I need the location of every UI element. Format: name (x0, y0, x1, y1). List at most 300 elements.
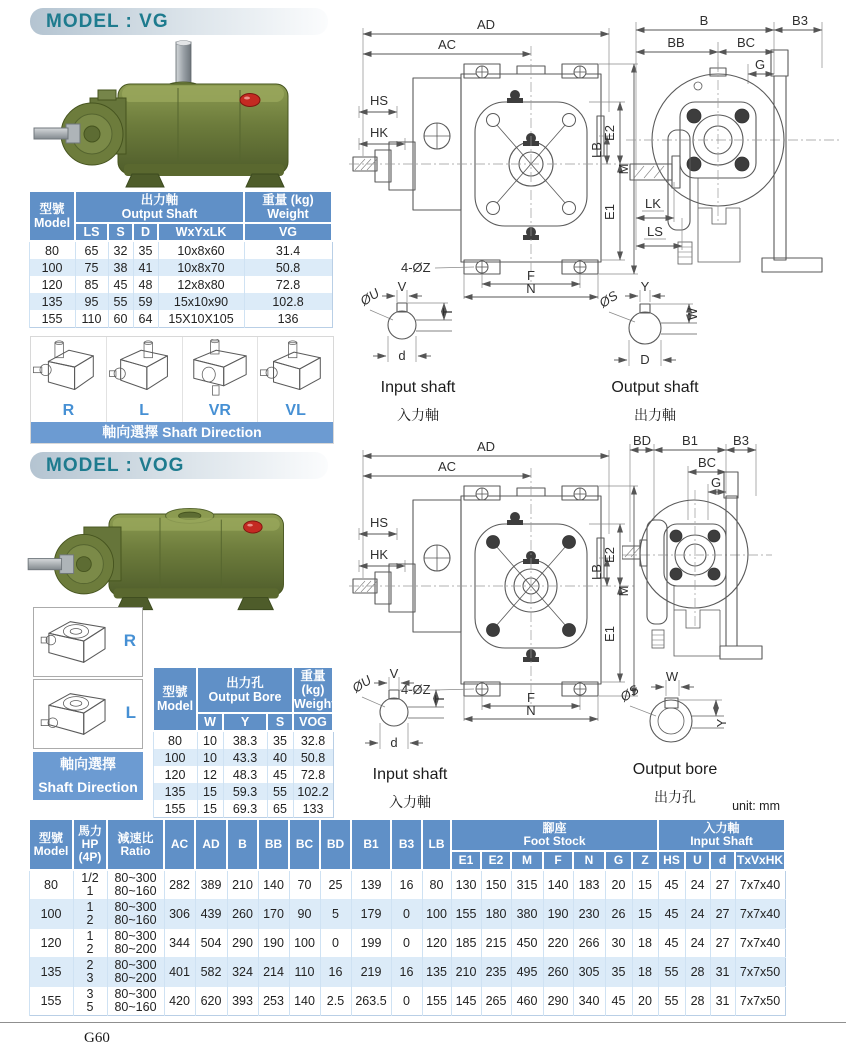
table-row (29, 293, 332, 310)
vog-title: MODEL : VOG (46, 455, 185, 476)
dim-label-hs: HS (369, 93, 389, 108)
vog-input-shaft-drawing (340, 665, 480, 761)
cell: 26 (605, 900, 632, 929)
cell: 7x7x40 (735, 870, 785, 900)
vg-title: MODEL : VG (46, 11, 169, 32)
cell: 155 (153, 800, 197, 818)
col-wyl: WxYxLK (158, 223, 244, 241)
dim-label-4z: 4-ØZ (401, 260, 431, 275)
table-row (153, 766, 333, 783)
dimension-table (28, 818, 786, 1016)
cell: 55 (658, 987, 685, 1016)
vg-spec-header-2 (29, 223, 332, 241)
cell: 110 (75, 310, 108, 328)
dim-label-b1: B1 (682, 433, 698, 448)
cell: 2.5 (320, 987, 351, 1016)
vog-direction-box-r (33, 607, 143, 677)
unit-note: unit: mm (732, 799, 780, 813)
dim-label-ds: ØS (596, 287, 621, 311)
direction-drawings (31, 337, 333, 402)
direction-cell-vr (183, 337, 259, 402)
cell: 7x7x50 (735, 958, 785, 987)
cell: 18 (632, 929, 658, 958)
dim-label-du: ØU (349, 672, 374, 696)
col-w: W (197, 713, 223, 731)
cell: 179 (351, 900, 391, 929)
col-b: B (227, 819, 258, 870)
cell: 31 (710, 987, 735, 1016)
cell: 80 (29, 241, 75, 259)
cell: 85 (75, 276, 108, 293)
dim-label-b3: B3 (792, 13, 808, 28)
input-shaft-header: 入力軸 Input Shaft (658, 819, 785, 851)
table-row (153, 800, 333, 818)
cell: 35 (605, 958, 632, 987)
direction-label-r: R (31, 402, 107, 422)
col-bd: BD (320, 819, 351, 870)
weight-header: 重量 (kg) Weight (244, 191, 332, 223)
direction-cell-l (107, 337, 183, 402)
cell: 139 (351, 870, 391, 900)
dim-label-v: V (389, 666, 399, 681)
vog-spec-header-1 (153, 667, 333, 713)
direction-drawing-vl (259, 339, 332, 397)
cell: 215 (481, 929, 511, 958)
cell: 55 (108, 293, 133, 310)
vog-direction-bar-en: Shaft Direction (38, 779, 138, 795)
cell: 60 (108, 310, 133, 328)
model-header: 型號 Model (29, 191, 75, 241)
cell: 10 (197, 731, 223, 749)
cell: 55 (267, 783, 293, 800)
cell: 15x10x90 (158, 293, 244, 310)
table-row (153, 783, 333, 800)
cell: 35 (133, 241, 158, 259)
direction-drawing-l (108, 339, 181, 397)
cell: 50.8 (244, 259, 332, 276)
cell: 1 2 (73, 900, 107, 929)
output-shaft-caption-zh: 出力軸 (634, 407, 676, 423)
cell: 41 (133, 259, 158, 276)
cell: 393 (227, 987, 258, 1016)
ratio-header: 減速比 Ratio (107, 819, 164, 870)
cell: 155 (29, 987, 73, 1016)
cell: 315 (511, 870, 543, 900)
table-row (153, 749, 333, 766)
dim-label-lb: LB (589, 142, 604, 158)
dim-label-lk: LK (645, 196, 661, 211)
dim-label-bb: BB (667, 35, 685, 50)
vg-spec-header-1 (29, 191, 332, 223)
cell: 460 (511, 987, 543, 1016)
cell: 80~300 80~160 (107, 900, 164, 929)
dim-label-ac: AC (437, 459, 457, 474)
vog-title-bar (30, 452, 328, 479)
cell: 30 (605, 929, 632, 958)
vog-input-shaft-detail (340, 665, 480, 812)
cell: 35 (267, 731, 293, 749)
cell: 16 (391, 870, 422, 900)
col-bb: BB (258, 819, 289, 870)
dim-label-n: N (526, 281, 536, 296)
cell: 100 (29, 900, 73, 929)
cell: 344 (164, 929, 195, 958)
dim-label-t: T (440, 308, 455, 316)
cell: 80~300 80~160 (107, 870, 164, 900)
dim-label-e1: E1 (602, 204, 617, 220)
col-d: d (710, 851, 735, 870)
cell: 260 (227, 900, 258, 929)
dim-label-f: F (527, 268, 535, 283)
cell: 235 (481, 958, 511, 987)
col-s: S (108, 223, 133, 241)
cell: 199 (351, 929, 391, 958)
dim-label-dcap: D (640, 352, 650, 367)
cell: 306 (164, 900, 195, 929)
cell: 45 (108, 276, 133, 293)
cell: 170 (258, 900, 289, 929)
cell: 140 (258, 870, 289, 900)
vg-front-view-drawing (343, 16, 643, 300)
col-b3: B3 (391, 819, 422, 870)
dim-label-y: Y (640, 279, 650, 294)
cell: 450 (511, 929, 543, 958)
page-number: G60 (84, 1030, 110, 1046)
cell: 25 (320, 870, 351, 900)
vog-side-view-drawing (622, 432, 846, 684)
cell: 95 (75, 293, 108, 310)
col-m: M (511, 851, 543, 870)
dim-label-bc: BC (736, 35, 756, 50)
cell: 135 (29, 958, 73, 987)
cell: 136 (244, 310, 332, 328)
dim-label-e1: E1 (602, 626, 617, 642)
cell: 135 (153, 783, 197, 800)
cell: 190 (543, 900, 573, 929)
cell: 45 (658, 900, 685, 929)
cell: 0 (320, 929, 351, 958)
vg-side-view-drawing (622, 12, 846, 284)
cell: 140 (289, 987, 320, 1016)
cell: 69.3 (223, 800, 267, 818)
cell: 80~300 80~200 (107, 929, 164, 958)
table-row (29, 987, 785, 1016)
vg-title-bar (30, 8, 328, 35)
cell: 210 (227, 870, 258, 900)
dim-label-4z: 4-ØZ (401, 682, 431, 697)
dim-label-du: ØU (357, 285, 382, 309)
dim-label-b: B (699, 13, 709, 28)
cell: 340 (573, 987, 605, 1016)
dim-label-bd: BD (632, 433, 652, 448)
col-f: F (543, 851, 573, 870)
cell: 59.3 (223, 783, 267, 800)
cell: 230 (573, 900, 605, 929)
cell: 401 (164, 958, 195, 987)
vg-output-shaft-drawing (585, 278, 725, 374)
vg-shaft-direction-strip (30, 336, 334, 444)
vog-output-bore-detail (600, 668, 750, 807)
cell: 43.3 (223, 749, 267, 766)
direction-drawing-r (32, 339, 105, 397)
vg-spec-table (28, 190, 333, 328)
cell: 3 5 (73, 987, 107, 1016)
table-row (29, 259, 332, 276)
col-s: S (267, 713, 293, 731)
cell: 120 (29, 276, 75, 293)
cell: 20 (632, 987, 658, 1016)
cell: 12 (197, 766, 223, 783)
cell: 24 (685, 870, 710, 900)
cell: 15 (197, 783, 223, 800)
col-n: N (573, 851, 605, 870)
col-z: Z (632, 851, 658, 870)
cell: 27 (710, 929, 735, 958)
cell: 7x7x50 (735, 987, 785, 1016)
cell: 27 (710, 870, 735, 900)
col-d: D (133, 223, 158, 241)
cell: 75 (75, 259, 108, 276)
cell: 389 (195, 870, 227, 900)
cell: 260 (543, 958, 573, 987)
dim-label-ls: LS (647, 224, 663, 239)
cell: 110 (289, 958, 320, 987)
cell: 185 (451, 929, 481, 958)
col-ac: AC (164, 819, 195, 870)
cell: 45 (658, 929, 685, 958)
vg-product-photo (28, 40, 308, 190)
cell: 582 (195, 958, 227, 987)
cell: 504 (195, 929, 227, 958)
cell: 65 (75, 241, 108, 259)
direction-label-l: L (107, 402, 183, 422)
direction-drawing-vr (183, 339, 256, 397)
cell: 120 (422, 929, 451, 958)
cell: 155 (422, 987, 451, 1016)
vog-product-photo (20, 488, 300, 618)
cell: 80 (153, 731, 197, 749)
cell: 100 (153, 749, 197, 766)
vog-direction-drawing-l (40, 684, 112, 744)
cell: 120 (29, 929, 73, 958)
cell: 55 (658, 958, 685, 987)
cell: 135 (422, 958, 451, 987)
cell: 50.8 (293, 749, 333, 766)
cell: 495 (511, 958, 543, 987)
cell: 32 (108, 241, 133, 259)
cell: 45 (605, 987, 632, 1016)
cell: 15X10X105 (158, 310, 244, 328)
col-e1: E1 (451, 851, 481, 870)
cell: 80~300 80~160 (107, 987, 164, 1016)
cell: 16 (391, 958, 422, 987)
cell: 133 (293, 800, 333, 818)
vog-input-shaft-caption-en: Input shaft (372, 766, 448, 783)
footer-rule (0, 1022, 846, 1023)
cell: 120 (153, 766, 197, 783)
weight-header: 重量 (kg) Weight (294, 669, 336, 711)
cell: 324 (227, 958, 258, 987)
dim-label-v: V (397, 279, 407, 294)
col-y: Y (223, 713, 267, 731)
cell: 38.3 (223, 731, 267, 749)
cell: 282 (164, 870, 195, 900)
cell: 305 (573, 958, 605, 987)
table-row (29, 900, 785, 929)
cell: 31 (710, 958, 735, 987)
cell: 90 (289, 900, 320, 929)
table-row (153, 731, 333, 749)
cell: 12x8x80 (158, 276, 244, 293)
dim-label-lb: LB (589, 564, 604, 580)
table-row (29, 958, 785, 987)
col-bc: BC (289, 819, 320, 870)
input-shaft-caption-en: Input shaft (380, 379, 456, 396)
dim-label-g: G (754, 57, 766, 72)
cell: 28 (685, 958, 710, 987)
table-row (29, 276, 332, 293)
dim-label-e2: E2 (602, 547, 617, 563)
output-shaft-header: 出力軸 Output Shaft (75, 191, 244, 223)
vg-input-shaft-detail (348, 278, 488, 425)
direction-cell-r (31, 337, 107, 402)
cell: 155 (451, 900, 481, 929)
cell: 130 (451, 870, 481, 900)
cell: 64 (133, 310, 158, 328)
cell: 102.2 (293, 783, 333, 800)
dim-label-ad: AD (476, 17, 496, 32)
dim-label-f: F (527, 690, 535, 705)
cell: 20 (605, 870, 632, 900)
dim-header-row-1 (29, 819, 785, 851)
model-header: 型號 Model (153, 667, 197, 731)
cell: 0 (391, 900, 422, 929)
vog-input-shaft-caption-zh: 入力軸 (389, 794, 431, 810)
col-hs: HS (658, 851, 685, 870)
cell: 48 (133, 276, 158, 293)
cell: 100 (289, 929, 320, 958)
cell: 45 (267, 766, 293, 783)
cell: 290 (227, 929, 258, 958)
cell: 266 (573, 929, 605, 958)
cell: 80 (29, 870, 73, 900)
dim-label-w: W (665, 669, 679, 684)
cell: 15 (197, 800, 223, 818)
cell: 80 (422, 870, 451, 900)
cell: 15 (632, 870, 658, 900)
hp-header: 馬力 HP (4P) (73, 819, 107, 870)
col-g: G (605, 851, 632, 870)
input-shaft-caption-zh: 入力軸 (397, 407, 439, 423)
cell: 155 (29, 310, 75, 328)
dim-label-d: d (398, 348, 406, 363)
dim-label-m: M (616, 585, 631, 597)
cell: 135 (29, 293, 75, 310)
cell: 10x8x70 (158, 259, 244, 276)
cell: 65 (267, 800, 293, 818)
cell: 214 (258, 958, 289, 987)
dim-label-n: N (526, 703, 536, 718)
col-e2: E2 (481, 851, 511, 870)
cell: 10 (197, 749, 223, 766)
cell: 439 (195, 900, 227, 929)
cell: 7x7x40 (735, 900, 785, 929)
vog-direction-bar-zh: 軸向選擇 (60, 756, 116, 772)
cell: 31.4 (244, 241, 332, 259)
cell: 16 (320, 958, 351, 987)
vog-direction-label-r: R (123, 631, 136, 650)
dim-label-hs: HS (369, 515, 389, 530)
cell: 145 (451, 987, 481, 1016)
cell: 1 2 (73, 929, 107, 958)
col-ad: AD (195, 819, 227, 870)
cell: 100 (29, 259, 75, 276)
dim-label-e2: E2 (602, 125, 617, 141)
cell: 72.8 (244, 276, 332, 293)
cell: 5 (320, 900, 351, 929)
dim-label-ac: AC (437, 37, 457, 52)
cell: 80~300 80~200 (107, 958, 164, 987)
col-ls: LS (75, 223, 108, 241)
cell: 265 (481, 987, 511, 1016)
vog-spec-table (152, 666, 334, 818)
cell: 32.8 (293, 731, 333, 749)
dim-label-hk: HK (369, 125, 389, 140)
cell: 0 (391, 929, 422, 958)
cell: 183 (573, 870, 605, 900)
output-bore-header: 出力孔 Output Bore (197, 667, 293, 713)
output-bore-caption-zh: 出力孔 (654, 789, 696, 805)
cell: 18 (632, 958, 658, 987)
cell: 290 (543, 987, 573, 1016)
cell: 253 (258, 987, 289, 1016)
vog-direction-box-l (33, 679, 143, 749)
table-row (29, 310, 332, 328)
dim-label-d: d (390, 735, 398, 750)
output-bore-caption-en: Output bore (632, 761, 718, 778)
dim-label-w: W (685, 307, 700, 321)
dim-label-m: M (616, 163, 631, 175)
cell: 190 (258, 929, 289, 958)
table-row (29, 241, 332, 259)
foot-stock-header: 腳座 Foot Stock (451, 819, 658, 851)
cell: 263.5 (351, 987, 391, 1016)
direction-label-vr: VR (183, 402, 259, 422)
vg-output-shaft-detail (585, 278, 725, 425)
vg-input-shaft-drawing (348, 278, 488, 374)
dim-label-b3: B3 (733, 433, 749, 448)
cell: 140 (543, 870, 573, 900)
cell: 48.3 (223, 766, 267, 783)
col-vog: VOG (293, 713, 333, 731)
cell: 45 (658, 870, 685, 900)
cell: 24 (685, 929, 710, 958)
cell: 100 (422, 900, 451, 929)
cell: 0 (391, 987, 422, 1016)
cell: 219 (351, 958, 391, 987)
cell: 380 (511, 900, 543, 929)
cell: 102.8 (244, 293, 332, 310)
cell: 210 (451, 958, 481, 987)
cell: 70 (289, 870, 320, 900)
col-u: U (685, 851, 710, 870)
cell: 38 (108, 259, 133, 276)
model-header: 型號 Model (29, 819, 73, 870)
cell: 620 (195, 987, 227, 1016)
direction-label-vl: VL (285, 402, 306, 419)
cell: 7x7x40 (735, 929, 785, 958)
cell: 180 (481, 900, 511, 929)
